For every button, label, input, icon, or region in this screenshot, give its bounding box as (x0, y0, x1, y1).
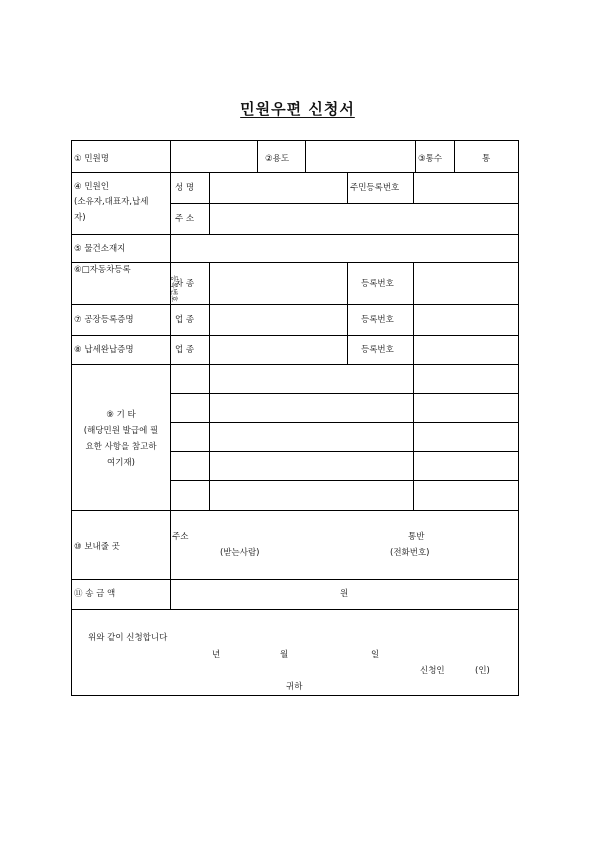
name-field[interactable] (210, 173, 347, 203)
tax-reg-no-field[interactable] (414, 336, 518, 364)
label-property-location: ⑤ 물건소재지 (74, 244, 126, 254)
property-location-field[interactable] (171, 235, 518, 262)
minwon-name-field[interactable] (171, 141, 257, 172)
label-other-note-2: 요한 사항을 참고하 (85, 442, 157, 452)
label-car-reg-no: 등록번호 (361, 279, 394, 289)
purpose-field[interactable] (306, 141, 415, 172)
label-copies: ③통수 (418, 154, 443, 164)
factory-business-field[interactable] (210, 305, 347, 335)
send-to-field[interactable] (171, 511, 518, 579)
label-send-address: 주소 (172, 532, 189, 542)
label-tax-payment: ⑧ 납세완납증명 (74, 345, 134, 355)
label-other-note-1: (해당민원 발급에 필 (83, 426, 159, 436)
application-form-table (71, 140, 519, 696)
label-applicant-note-2: 자) (74, 213, 86, 223)
label-applicant-note: (소유자,대표자,납세 (74, 197, 149, 207)
car-type-field[interactable] (210, 263, 347, 304)
label-name: 성 명 (175, 183, 195, 193)
vehicle-side-text: 등록번호 (170, 274, 179, 303)
car-reg-no-field[interactable] (414, 263, 518, 304)
label-factory-business: 업 종 (175, 315, 195, 325)
copies-unit: 통 (482, 154, 491, 164)
addressee-suffix: 귀하 (286, 682, 303, 692)
label-factory-reg-no: 등록번호 (361, 315, 394, 325)
label-address: 주 소 (175, 214, 195, 224)
label-car-type: 차 종 (175, 279, 195, 289)
seal-mark: (인) (475, 666, 490, 676)
label-applicant-sign: 신청인 (420, 666, 445, 676)
label-other: ⑨ 기 타 (106, 410, 136, 420)
tax-business-field[interactable] (210, 336, 347, 364)
resident-no-field[interactable] (414, 173, 518, 203)
label-resident-no: 주민등록번호 (350, 183, 400, 193)
remittance-amount-field[interactable] (171, 580, 518, 609)
label-send-to: ⑩ 보내줄 곳 (74, 542, 120, 552)
label-remittance: ⑪ 송 금 액 (74, 589, 116, 599)
label-purpose: ②용도 (265, 154, 290, 164)
label-phone: (전화번호) (390, 548, 430, 558)
label-other-note-3: 여기재) (107, 458, 135, 468)
label-tax-business: 업 종 (175, 345, 195, 355)
date-month: 월 (280, 650, 289, 660)
form-title: 민원우편 신청서 (240, 100, 355, 118)
label-tongban: 통반 (408, 532, 425, 542)
application-statement: 위와 같이 신청합니다 (88, 633, 168, 643)
other-details-field[interactable] (210, 365, 413, 510)
date-year: 년 (212, 650, 221, 660)
label-applicant: ④ 민원인 (74, 182, 109, 192)
factory-reg-no-field[interactable] (414, 305, 518, 335)
label-factory-registration: ⑦ 공장등록증명 (74, 315, 134, 325)
label-minwon-name: ① 민원명 (74, 154, 109, 164)
won-unit: 원 (340, 589, 349, 599)
date-day: 일 (371, 650, 380, 660)
label-tax-reg-no: 등록번호 (361, 345, 394, 355)
label-receiver: (받는사람) (220, 548, 260, 558)
address-field[interactable] (210, 204, 518, 234)
label-vehicle-registration: ⑥□자동차등록 (74, 265, 131, 275)
